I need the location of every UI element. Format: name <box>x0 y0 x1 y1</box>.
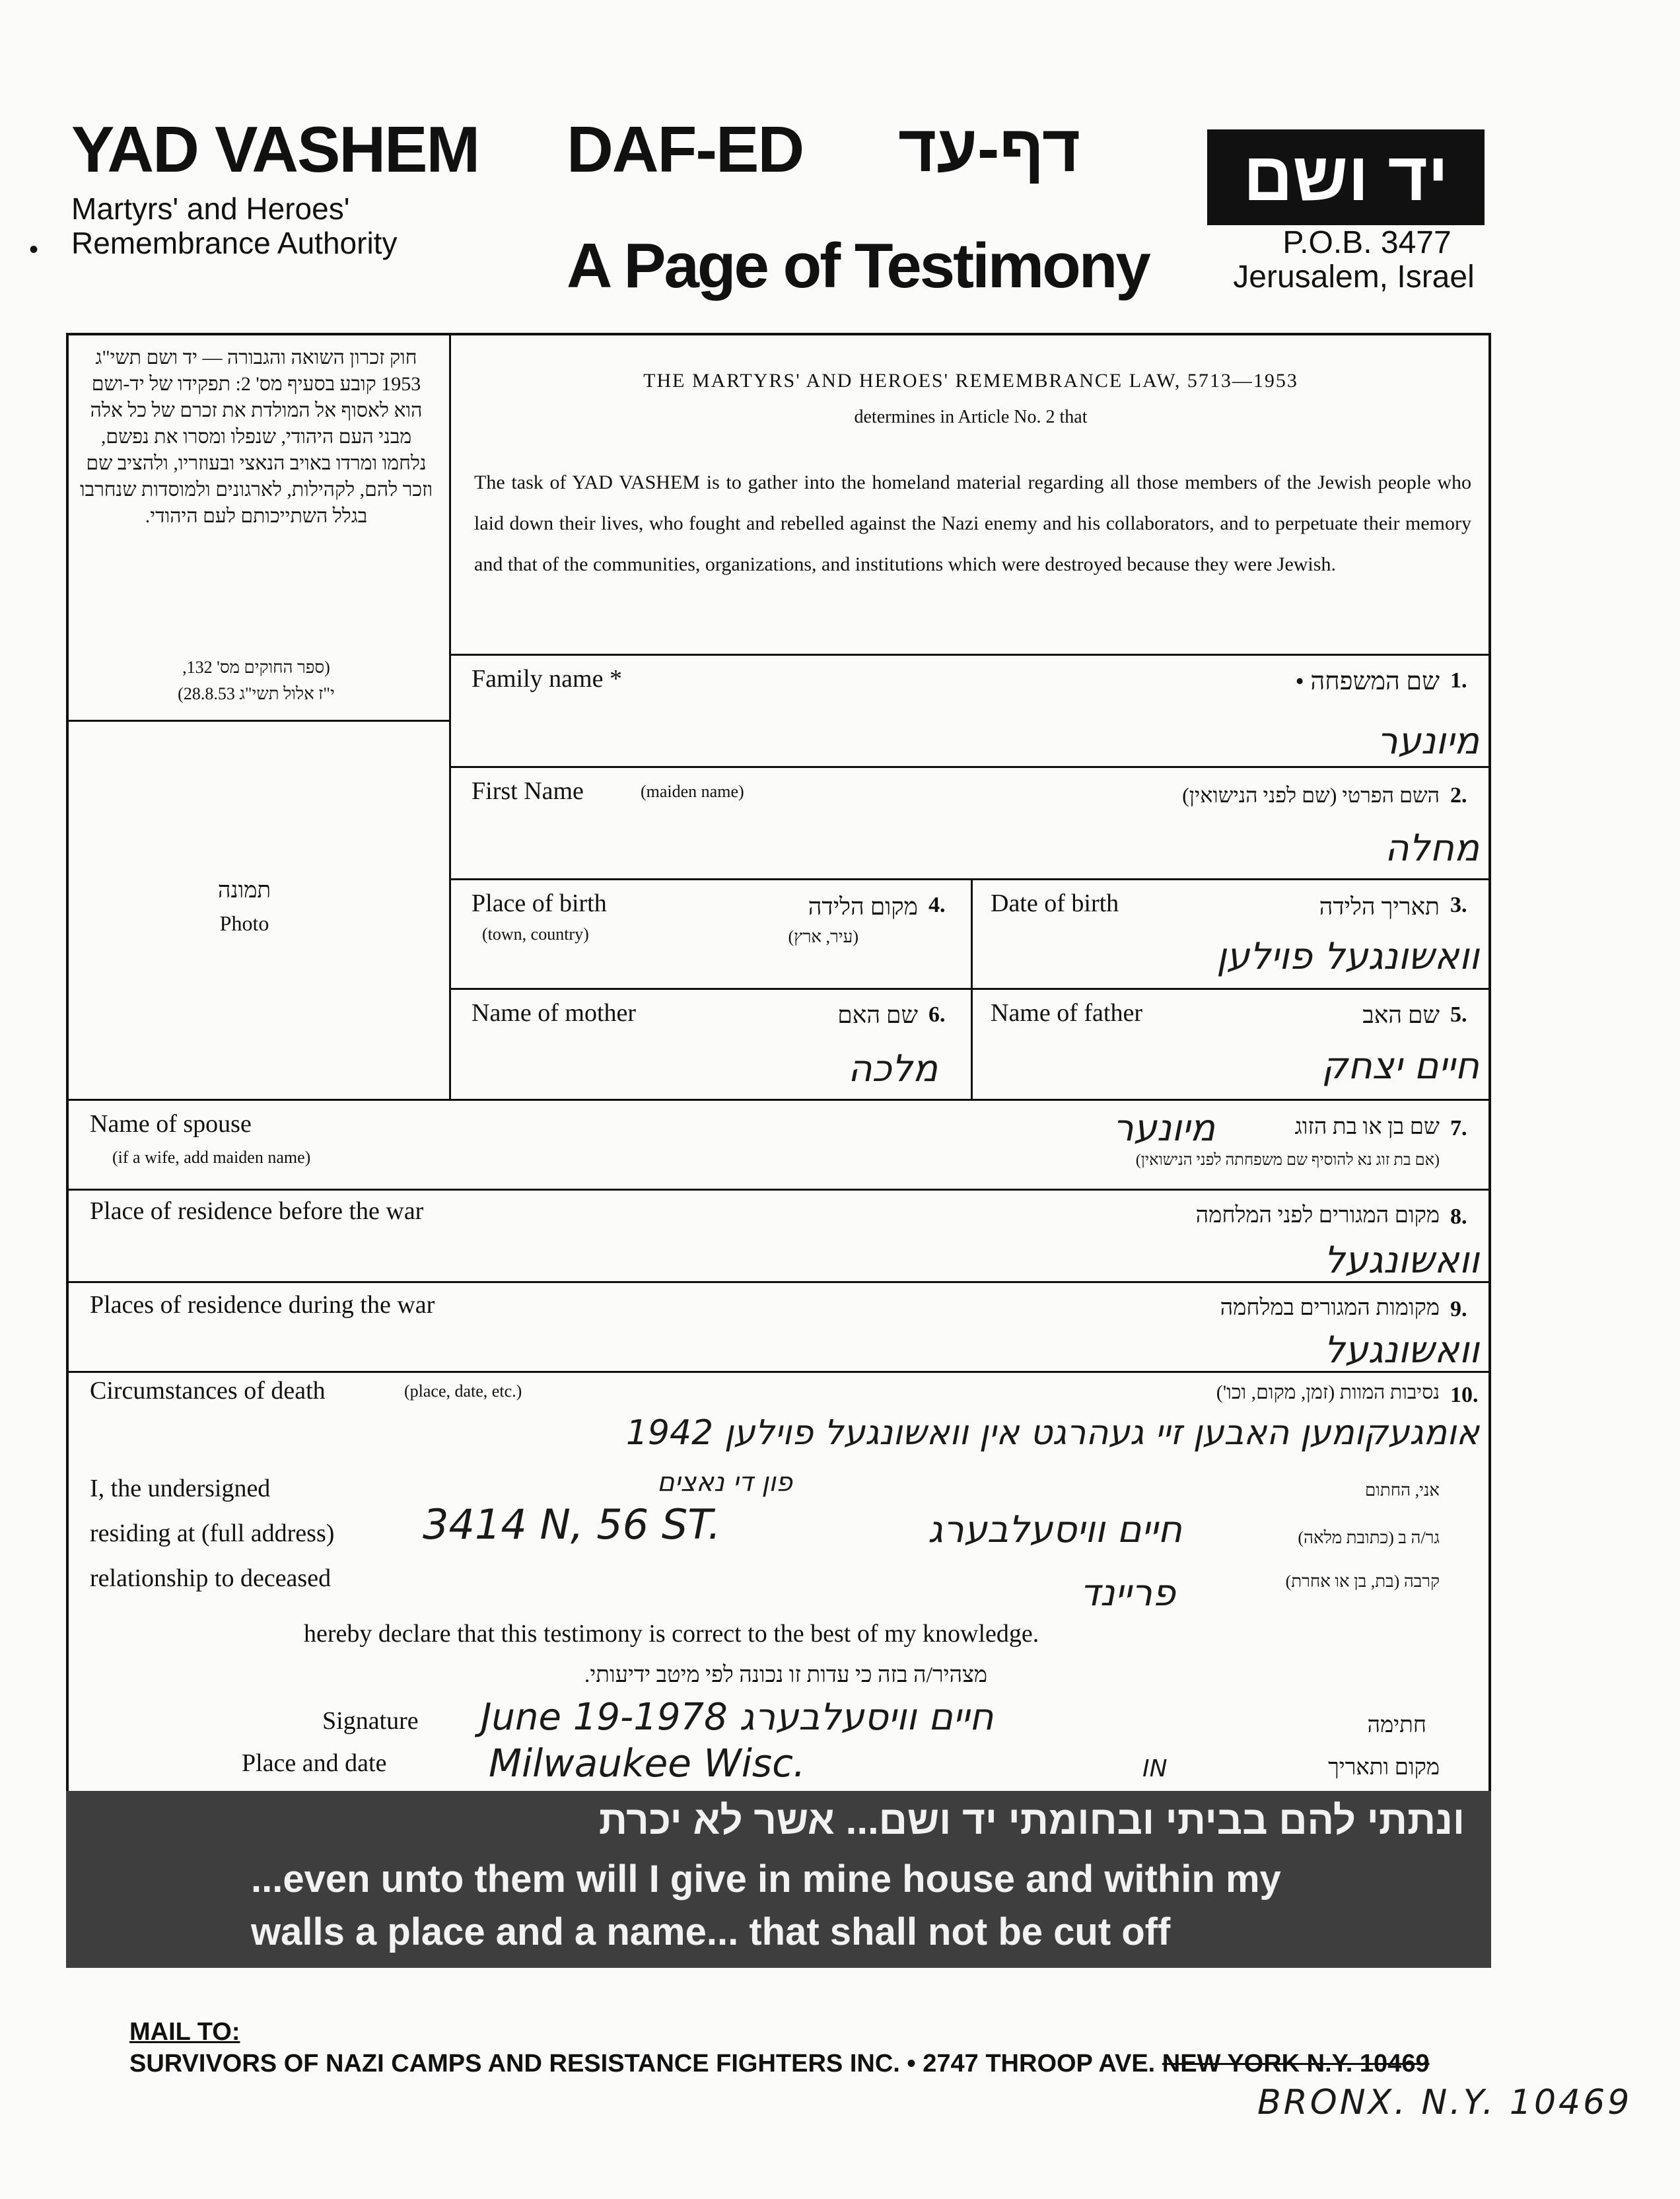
mail-to-label: MAIL TO: <box>129 2018 240 2046</box>
death-label: Circumstances of death <box>90 1377 326 1405</box>
address-label-hebrew: גר/ה ב (כתובת מלאה) <box>1298 1528 1440 1547</box>
place-of-birth-label-hebrew: מקום הלידה <box>808 893 918 920</box>
undersigned-label-hebrew: אני, החתום <box>1365 1481 1440 1500</box>
place-date-mark: IN <box>1142 1755 1168 1782</box>
row-line <box>449 766 1491 768</box>
mail-address <box>129 2050 1430 2078</box>
spouse-note: (if a wife, add maiden name) <box>112 1148 311 1167</box>
law-hebrew-ref: (ספר החוקים מס' 132, <box>182 658 330 677</box>
photo-label-hebrew: תמונה <box>217 878 271 903</box>
first-name-note: (maiden name) <box>641 782 744 801</box>
org-name: YAD VASHEM <box>71 113 479 186</box>
residence-before-value[interactable]: וואשונגעל <box>1323 1239 1479 1282</box>
place-date-label: Place and date <box>242 1749 387 1777</box>
field-number: 10. <box>1450 1383 1479 1407</box>
death-value[interactable]: אומגעקומען האבען זיי געהרגט אין וואשונגעל פוילען 1942 <box>625 1413 1479 1453</box>
father-name-value[interactable]: חיים יצחק <box>1321 1045 1479 1088</box>
doc-title: A Page of Testimony <box>567 230 1149 301</box>
field-number: 7. <box>1450 1116 1467 1140</box>
bullet-mark: • <box>29 235 39 264</box>
declaration-text-hebrew: מצהיר/ה בזה כי עדות זו נכונה לפי מיטב ידיעותי. <box>584 1663 988 1687</box>
yad-vashem-logo: יד ושם <box>1207 129 1485 225</box>
banner-line-1: ...even unto them will I give in mine house and within my <box>251 1858 1281 1901</box>
relationship-label: relationship to deceased <box>90 1564 332 1592</box>
date-of-birth-label-hebrew: תאריך הלידה <box>1319 893 1440 920</box>
mail-handwritten-address: BRONX. N.Y. 10469 <box>1257 2083 1632 2122</box>
banner-hebrew: ונתתי להם בביתי ובחומתי יד ושם... אשר לא יכרת <box>598 1798 1465 1842</box>
spouse-note-hebrew: (אם בת זוג נא להוסיף שם משפחתה לפני הנישואין) <box>1135 1152 1440 1169</box>
photo-label: Photo <box>219 911 269 935</box>
mother-name-label: Name of mother <box>472 999 637 1027</box>
field-number: 3. <box>1450 893 1467 917</box>
field-number: 8. <box>1450 1204 1467 1229</box>
isaiah-banner <box>66 1791 1491 1968</box>
banner-line-2: walls a place and a name... that shall not be cut off <box>251 1910 1171 1953</box>
residence-before-label-hebrew: מקום המגורים לפני המלחמה <box>1195 1203 1440 1228</box>
first-name-label-hebrew: השם הפרטי (שם לפני הנישואין) <box>1182 783 1440 807</box>
mother-name-label-hebrew: שם האם <box>837 1002 918 1028</box>
pob: P.O.B. 3477 <box>1282 225 1452 260</box>
relationship-value[interactable]: פריינד <box>1080 1572 1175 1615</box>
residence-during-value[interactable]: וואשונגעל <box>1323 1329 1479 1372</box>
date-of-birth-value[interactable]: וואשונגעל פוילען <box>1216 935 1479 978</box>
row-line <box>66 1189 1491 1191</box>
family-name-value[interactable]: מיונער <box>1377 720 1479 763</box>
row-line <box>449 654 1491 656</box>
undersigned-label: I, the undersigned <box>90 1475 271 1502</box>
row-line <box>66 1099 1491 1101</box>
declaration-text: hereby declare that this testimony is correct to the best of my knowledge. <box>304 1620 1039 1648</box>
col-line <box>971 878 973 1099</box>
mother-name-value[interactable]: מלכה <box>847 1047 938 1090</box>
law-hebrew-ref-date: י"ז אלול תשי"ג 28.8.53) <box>178 684 335 703</box>
field-number: 5. <box>1450 1002 1467 1027</box>
place-date-label-hebrew: מקום ותאריך <box>1328 1755 1440 1780</box>
org-subtitle: Martyrs' and Heroes' Remembrance Authority <box>71 192 398 260</box>
law-subtitle: determines in Article No. 2 that <box>854 407 1088 427</box>
place-date-value[interactable]: Milwaukee Wisc. <box>489 1741 806 1786</box>
field-number: 9. <box>1450 1297 1467 1321</box>
address-name-value[interactable]: חיים וויסעלבערג <box>928 1508 1182 1551</box>
signature-label: Signature <box>322 1707 419 1735</box>
family-name-label-hebrew: שם המשפחה • <box>1295 668 1440 695</box>
first-name-value[interactable]: מחלה <box>1384 827 1479 870</box>
spouse-value[interactable]: מיונער <box>1113 1107 1215 1150</box>
law-hebrew-text: חוק זכרון השואה והגבורה — יד ושם תשי"ג 1953 קובע בסעיף מס' 2: תפקידו של יד-ושם הוא לאסוף אל המולדת את זכרם של כל אלה מבני העם היהודי, שנפלו ומסרו את נפשם, נלחמו ומרדו באויב הנאצי ובעוזריו, ולהציב שם וזכר להם, לקהילות, לארגונים ולמוסדות שנחרבו בגלל השתייכותם לעם היהודי. <box>79 347 433 527</box>
residence-before-label: Place of residence before the war <box>90 1197 424 1225</box>
father-name-label: Name of father <box>991 999 1142 1027</box>
doc-name: DAF-ED <box>567 113 804 186</box>
residence-during-label-hebrew: מקומות המגורים במלחמה <box>1220 1296 1440 1320</box>
relationship-label-hebrew: קרבה (בת, בן או אחרת) <box>1285 1572 1440 1591</box>
father-name-label-hebrew: שם האב <box>1362 1002 1440 1028</box>
spouse-label: Name of spouse <box>90 1110 252 1138</box>
spouse-label-hebrew: שם בן או בת הזוג <box>1294 1115 1440 1139</box>
field-number: 2. <box>1450 783 1467 808</box>
law-body: The task of YAD VASHEM is to gather into the homeland material regarding all those members of the Jewish people who laid down their lives, who fought and rebelled against the Nazi enemy and his collaborators, and to perpetuate their memory and that of the communities, organizations, and institutions which were destroyed because they were Jewish. <box>474 471 1471 575</box>
family-name-label: Family name * <box>472 665 622 693</box>
field-number: 1. <box>1450 668 1467 693</box>
law-title: THE MARTYRS' AND HEROES' REMEMBRANCE LAW, 5713—1953 <box>643 370 1298 392</box>
signature-value[interactable]: June 19-1978 חיים וויסעלבערג <box>481 1696 994 1739</box>
first-name-label: First Name <box>472 777 584 805</box>
place-of-birth-note: (town, country) <box>482 925 589 944</box>
field-number: 4. <box>928 893 946 917</box>
column-divider <box>449 333 451 1099</box>
mail-org: SURVIVORS OF NAZI CAMPS AND RESISTANCE FIGHTERS INC. • 2747 THROOP AVE. <box>129 2050 1156 2077</box>
signature-label-hebrew: חתימה <box>1367 1713 1426 1737</box>
city: Jerusalem, Israel <box>1233 260 1475 295</box>
place-of-birth-label: Place of birth <box>472 890 607 917</box>
row-line <box>449 988 1491 990</box>
mail-struck-address: NEW YORK N.Y. 10469 <box>1162 2050 1430 2077</box>
field-number: 6. <box>928 1002 946 1027</box>
row-line <box>449 878 1491 880</box>
death-value-continued[interactable]: פון די נאצים <box>657 1467 792 1498</box>
law-divider <box>66 720 450 722</box>
residence-during-label: Places of residence during the war <box>90 1291 435 1319</box>
death-note: (place, date, etc.) <box>404 1381 522 1401</box>
address-label: residing at (full address) <box>90 1519 335 1547</box>
address-value[interactable]: 3414 N, 56 ST. <box>423 1500 721 1549</box>
place-of-birth-note-hebrew: (עיר, ארץ) <box>788 927 858 946</box>
doc-name-hebrew: דף-עד <box>898 112 1081 186</box>
date-of-birth-label: Date of birth <box>991 890 1119 917</box>
death-label-hebrew: נסיבות המוות (זמן, מקום, וכו') <box>1216 1381 1440 1403</box>
